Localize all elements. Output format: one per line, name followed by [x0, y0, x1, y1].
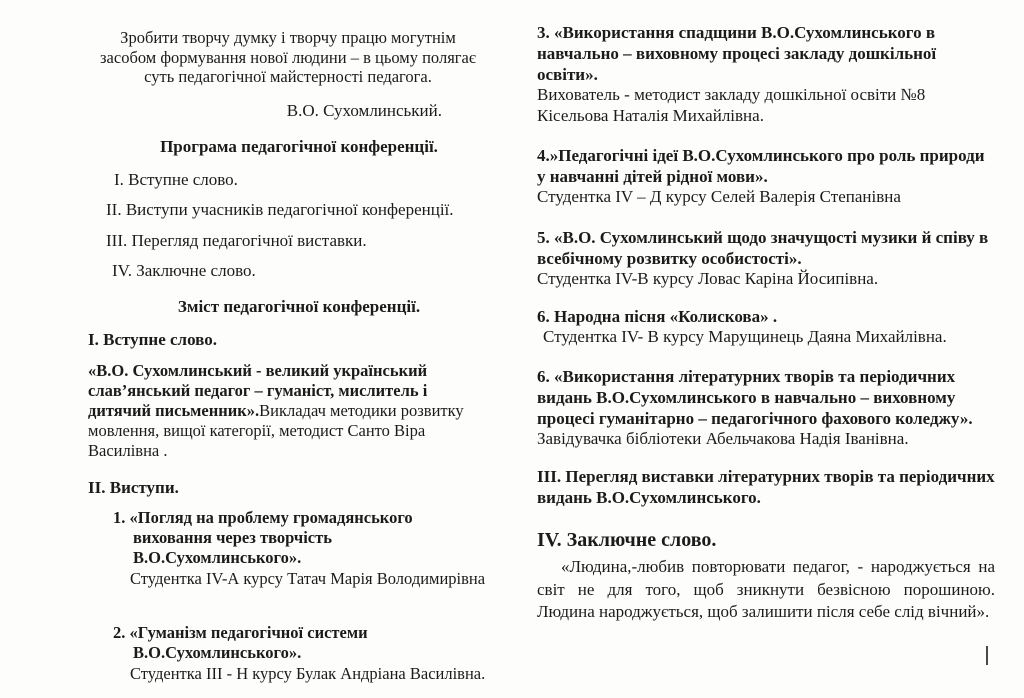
- talk-speaker: Вихователь - методист закладу дошкільної освіти №8 Кісельова Наталія Михайлівна.: [537, 85, 926, 125]
- talk-speaker: Студентка IV-А курсу Татач Марія Володимирівна: [130, 568, 486, 588]
- program-item: I. Вступне слово.: [114, 169, 238, 189]
- talk-number: 2.: [113, 622, 126, 642]
- program-title: Програма педагогічної конференції.: [160, 136, 438, 156]
- talk-title: 5. «В.О. Сухомлинський щодо значущості музики й співу в всебічному розвитку особистості».: [537, 227, 989, 268]
- lecture-speaker: Викладач методики розвитку мовлення, вищої категорії, методист Санто Віра Василівна .: [88, 401, 464, 460]
- left-column: [88, 28, 510, 684]
- talk-title-text: «Погляд на проблему громадянського виховання через творчість В.О.Сухомлинського».: [129, 507, 413, 567]
- talk-item: [537, 145, 995, 208]
- section2-heading: II. Виступи.: [88, 477, 179, 497]
- talk-item: [537, 22, 995, 126]
- talk-title: 6. «Використання літературних творів та періодичних видань В.О.Сухомлинського в навчально – виховному процесі гуманітарно – педагогічного фахового коледжу».: [537, 366, 973, 428]
- talk-item: [537, 366, 995, 450]
- talk-item: [113, 508, 510, 589]
- section4-heading: IV. Заключне слово.: [537, 529, 717, 551]
- talk-item: [537, 306, 995, 348]
- program-list: [106, 170, 510, 282]
- talk-title: [113, 508, 493, 568]
- section3-heading: III. Перегляд виставки літературних творів та періодичних видань В.О.Сухомлинського.: [537, 467, 995, 507]
- epigraph-quote: Зробити творчу думку і творчу працю могутнім засобом формування нової людини – в цьому полягає суть педагогічної майстерності педагога.: [100, 28, 476, 86]
- talk-title: 6. Народна пісня «Колискова» .: [537, 307, 778, 326]
- talk-speaker: Завідувачка бібліотеки Абельчакова Надія Іванівна.: [537, 428, 909, 448]
- content-title: Зміст педагогічної конференції.: [177, 297, 421, 316]
- talk-title: 4.»Педагогічні ідеї В.О.Сухомлинського про роль природи у навчанні дітей рідної мови».: [537, 146, 985, 186]
- lecture-title: «В.О. Сухомлинський - великий український слав’янський педагог – гуманіст, мислитель і дитячий письменник».: [88, 361, 428, 420]
- program-item: IV. Заключне слово.: [112, 261, 256, 280]
- talk-item: [537, 227, 995, 290]
- talk-title-text: «Гуманізм педагогічної системи В.О.Сухомлинського».: [129, 622, 368, 662]
- talk-title: [113, 623, 493, 663]
- talk-speaker: Студентка IV-В курсу Ловас Каріна Йосипівна.: [537, 268, 879, 288]
- section1-lecture: [88, 361, 486, 461]
- closing-quote: «Людина,-любив повторювати педагог, - народжується на світ не для того, щоб зникнути безвісною порошиною. Людина народжується, щоб залишити після себе слід вічний».: [537, 557, 995, 621]
- right-column: [537, 22, 995, 624]
- talk-speaker: Студентка IV- В курсу Марущинець Даяна Михайлівна.: [543, 327, 947, 346]
- program-item: II. Виступи учасників педагогічної конференції.: [106, 200, 454, 219]
- section1-heading: I. Вступне слово.: [88, 330, 217, 349]
- talk-speaker: Студентка III - Н курсу Булак Андріана Василівна.: [130, 663, 486, 683]
- talk-title: 3. «Використання спадщини В.О.Сухомлинського в навчально – виховному процесі закладу дошкільної освіти».: [537, 23, 937, 84]
- epigraph-author: В.О. Сухомлинський.: [286, 100, 442, 120]
- talk-speaker: Студентка IV – Д курсу Селей Валерія Степанівна: [537, 187, 901, 206]
- talk-number: 1.: [113, 507, 126, 527]
- talks-list: [88, 508, 510, 684]
- scan-artifact-mark: [986, 646, 988, 665]
- program-item: III. Перегляд педагогічної виставки.: [106, 230, 367, 250]
- talk-item: [113, 623, 510, 684]
